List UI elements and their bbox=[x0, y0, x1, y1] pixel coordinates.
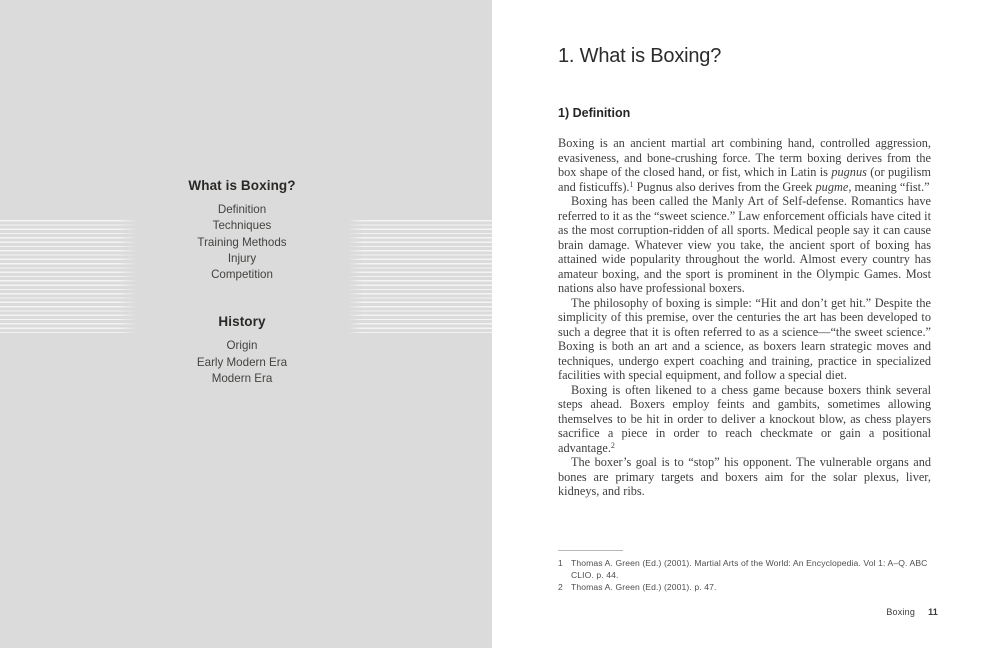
toc-heading-history: History bbox=[218, 314, 266, 330]
toc-item-early-modern-era[interactable]: Early Modern Era bbox=[196, 355, 288, 369]
toc-item-origin[interactable]: Origin bbox=[226, 339, 258, 353]
toc-item-definition[interactable]: Definition bbox=[217, 203, 267, 216]
running-chapter-title: Boxing bbox=[886, 607, 916, 617]
footnote-2 bbox=[558, 581, 948, 593]
toc-section-what-is-boxing bbox=[117, 178, 367, 283]
page-title: 1. What is Boxing? bbox=[558, 45, 722, 67]
article-body bbox=[558, 136, 931, 499]
footnote-number: 1 bbox=[558, 558, 563, 568]
toc-item-techniques[interactable]: Techniques bbox=[212, 219, 272, 233]
paragraph: Boxing has been called the Manly Art of Self-defense. Romantics have referred to it as the “sweet science.” Law enforcement officials have cited it as the most corruption-ridden of all sports. Medical people say it can cause brain damage. Whatever view you take, the ancient sport of boxing has attained wide popularity throughout the world. Almost every country has amateur boxing, and the sport is prominent in the Olympic Games. Most nations also have professional boxers. bbox=[558, 194, 931, 295]
decorative-stripes-right bbox=[348, 220, 492, 334]
footnote-text: Thomas A. Green (Ed.) (2001). p. 47. bbox=[571, 582, 717, 592]
toc-item-modern-era[interactable]: Modern Era bbox=[211, 372, 273, 386]
paragraph: Boxing is an ancient martial art combining hand, controlled aggression, evasiveness, and bone-crushing force. The term boxing derives from the box shape of the closed hand, or fist, which in Latin is pugnus (or pugilism and fisticuffs).$^1$ Pugnus also derives from the Greek pugme, meaning “fist.” bbox=[558, 136, 931, 194]
footnote-1 bbox=[558, 557, 948, 581]
footnote-number: 2 bbox=[558, 582, 563, 592]
page-footer bbox=[886, 607, 938, 618]
toc-item-training-methods[interactable]: Training Methods bbox=[197, 235, 287, 249]
toc-item-competition[interactable]: Competition bbox=[211, 268, 273, 282]
toc-heading-what-is-boxing: What is Boxing? bbox=[188, 178, 296, 193]
paragraph: Boxing is often likened to a chess game because boxers think several steps ahead. Boxers employ feints and gambits, sometimes allowing themselves to be hit in order to deliver a knockout blow, as chess players sacrifice a piece in order to reach checkmate or gain a positional advantage.$^2$ bbox=[558, 382, 931, 455]
paragraph: The boxer’s goal is to “stop” his opponent. The vulnerable organs and bones are primary targets and boxers aim for the solar plexus, liver, kidneys, and ribs. bbox=[558, 455, 931, 498]
section-heading-definition: 1) Definition bbox=[558, 106, 631, 120]
table-of-contents bbox=[117, 178, 367, 387]
toc-item-injury[interactable]: Injury bbox=[227, 251, 257, 265]
paragraph: The philosophy of boxing is simple: “Hit and don’t get hit.” Despite the simplicity of this premise, over the centuries the art has been developed to such a degree that it is often referred to as a science—“the sweet science.” Boxing is both an art and a science, as boxers learn strategic moves and techniques, undergo expert coaching and training, practice in specialized facilities with special equipment, and follow a special diet. bbox=[558, 295, 931, 382]
page-number: 11 bbox=[928, 607, 938, 617]
footnote-text: Thomas A. Green (Ed.) (2001). Martial Arts of the World: An Encyclopedia. Vol 1: A–Q. ABC CLIO. p. 44. bbox=[571, 558, 928, 580]
toc-section-history bbox=[117, 314, 367, 387]
content-page bbox=[492, 0, 983, 648]
footnote-divider bbox=[558, 550, 623, 551]
footnotes bbox=[558, 550, 948, 593]
